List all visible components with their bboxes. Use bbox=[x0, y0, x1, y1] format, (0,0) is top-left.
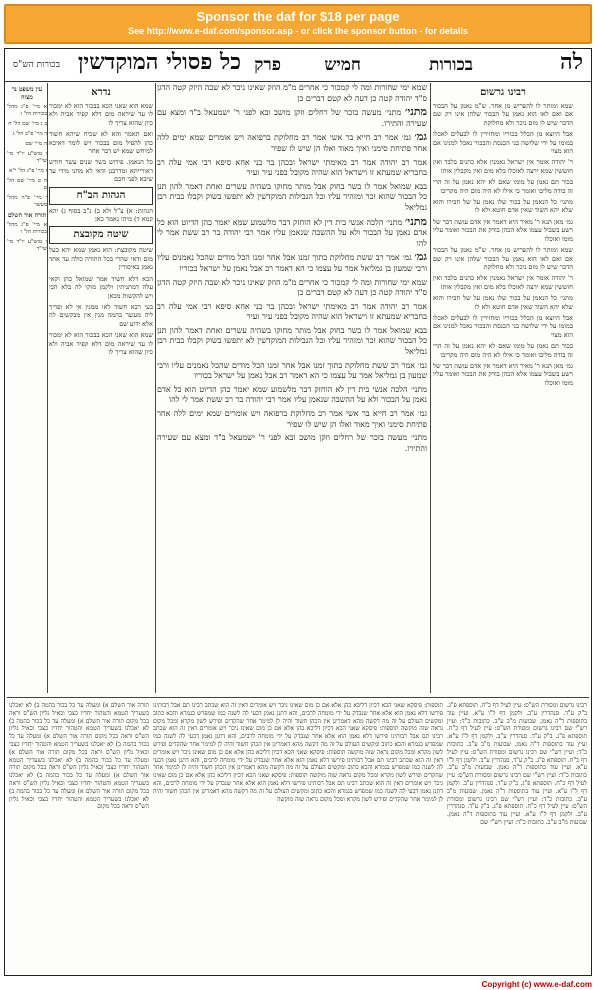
tosafot-paragraph: שמא הוא שאני הכא בבכור הוא לא ימכור לו עד שיראה מום דלא קפיד אביה ולא כיון שהוא צריך לו bbox=[49, 331, 153, 356]
rashi-paragraph: בכור תם נאמן על מומו שאם לא יהא נאמן על זה הרי זה בודה מליבו ואומר כי אילו לא היה מום היה מקריבו bbox=[433, 178, 573, 195]
gemara-paragraph: אמר רב יהודה אמר רב מאימתי ישראל ובכהן בר בני אחא סיפא רבי אמי עלה רב בחבריא שמעתא זו וישראל הוא שהיה מקובל בפני עיר ועיר bbox=[157, 301, 427, 322]
gemara-paragraph: גמ׳ אמר רב חייא בר אשי אמר רב מחלוקת ברפואה ויש אומרים שמא ימים ללה אחר פתיחת סימני ואיך מאוד ואלו הן שיש לו שפיר bbox=[157, 409, 427, 429]
gemara-paragraph: מתני׳ מתני׳ הלכה אנשי בית דין לא הוחזק דבר מלשמוע שמא יאמר כהן הדיוט הוא כל אדם נאמן על הבכור ולא על ההשבה שנאמן עליו אמר רבי יהודה בר רב ששת אמר לי להו bbox=[157, 214, 427, 248]
page-header bbox=[5, 49, 591, 82]
mishna-marker: מתני׳ bbox=[404, 105, 427, 119]
tosafot-paragraph: בעי רבא חשוד לאו ממנין אי לא ופריך ליה מעשר בהמה מנין אין מבקשים לה אלא ידוע שם bbox=[49, 302, 153, 328]
gemara-column bbox=[157, 83, 427, 693]
tractate-name: בכורות bbox=[429, 55, 473, 75]
gemara-paragraph: מתני׳ מעשה בזכר של רחלים וזקן מושב ובא לפני ר' ישמעאל ב"ד ומצא עם שעירה והתירו. bbox=[157, 433, 427, 453]
gemara-paragraph: מתני׳ מתני׳ מעשה בזכר של רחלים וזקן מושב ובא לפני ר' ישמעאל ב"ד ומצא עם שעירה והתירו. bbox=[157, 105, 427, 128]
gemara-paragraph: בבא שמואל אמר לו בשר בחוק אבל מותר מחוקו בשהיה עשרים ואחת דאמר להון תנן כל הבכור שהוא זכר ומזהיר עליו וכל הנבילות המוקדשין לא יתפשו בשוק וקבלו בבית רבן גמליאל bbox=[157, 181, 427, 212]
column-divider bbox=[155, 83, 156, 693]
gemara-paragraph: גמ׳ אמר רב ששת מחלוקת בתוך זמנו אבל אחר זמנו הכל מודים שהכל נאמנים עליו ורבי שמעון בן גמליאל אמר על עצמו כי הא דאמר רב אבל נאמן על ישראל בכוריו bbox=[157, 360, 427, 381]
gemara-paragraph: גמ׳ גמ׳ אמר רב ששת מחלוקת בתוך זמנו אבל אחר זמנו הכל מודים שהכל נאמנים עליו ורבי שמעון בן גמליאל אמר על עצמו כי הא דאמר רב אבל נאמן על ישראל בכוריו bbox=[157, 250, 427, 273]
tosafot-paragraph: הכא דלא חשיד אמר שמואל כהן וקאי עלה דמתניתין ולקמן מוקי לה בלא הכי ויש להקשות מכאן bbox=[49, 274, 153, 300]
margin-note: ד מיי' פ"ב הל' ג bbox=[12, 131, 47, 137]
sponsor-banner[interactable] bbox=[4, 4, 592, 44]
gemara-paragraph: אמר רב יהודה אמר רב מאימתי ישראל ובכהן בר בני אחא סיפא רבי אמי עלה רב בחבריא שמעתא זו וישראל הוא שהיה מקובל בפני עיר ועיר bbox=[157, 157, 427, 178]
rashi-paragraph: ר' יהודה אומר אין ישראל נאמנין אלא כהנים בלבד ואין חוששין שמא ירצה לאוכלו בלא מום ואין מקבלין אותו bbox=[433, 274, 573, 291]
header-note: בכורות הש"ס bbox=[13, 60, 60, 70]
ein-mishpat-label: עין משפט נר מצוה bbox=[11, 86, 43, 101]
rashi-paragraph: מתני׳ כל הנאמן על בכור שלו נאמן על של חבירו והוא שלא יהא חשוד שאין אדם חוטא ולא לו bbox=[433, 294, 573, 311]
bottom-commentary-left: תורה אור השלם א) ומעלה עד כל בכור בהמה ב) לא יאכלנו בשעריך הטמא והטהור יחדיו כצבי וכאיל גליון הש"ס וראה בכל מקום תורה אור השלם א) ומעלה עד כל בכור בהמה ב) לא יאכלנו בשעריך הטמא והטהור יחדיו כצבי וכאיל גליון הש"ס וראה בכל מקום תורה אור השלם א) ומעלה עד כל בכור בהמה ב) לא יאכלנו בשעריך הטמא והטהור יחדיו כצבי וכאיל גליון הש"ס וראה בכל מקום תורה אור השלם א) ומעלה עד כל בכור בהמה ב) לא יאכלנו בשעריך הטמא והטהור יחדיו כצבי וכאיל גליון הש"ס וראה בכל מקום תורה אור השלם א) ומעלה עד כל בכור בהמה ב) לא יאכלנו בשעריך הטמא והטהור יחדיו כצבי וכאיל גליון הש"ס וראה בכל מקום תורה אור השלם א) ומעלה עד כל בכור בהמה ב) לא יאכלנו בשעריך הטמא והטהור יחדיו כצבי וכאיל גליון הש"ס וראה בכל מקום bbox=[9, 702, 149, 811]
tosafot-paragraph: כל הנאמן. פירוש בשר שנים עשר חודש דאורייתא ומדרבנן ודאי לא מהני מידי עד שיבא לפני חכם bbox=[49, 158, 153, 184]
rashi-paragraph: אבל היוצא מן הכלל בכוריו ומחזירין לו לבעלים לאכלו במומו על ידי שלושה בני הכנסת והבכור נאכל למנינו אם הוא מצוי bbox=[433, 313, 573, 339]
margin-note: א מיי' פ"ג מהל' בכורות הל' ו bbox=[7, 104, 47, 117]
rashi-paragraph: ר' יהודה אומר אין ישראל נאמנין אלא כהנים בלבד ואין חוששין שמא ירצה לאוכלו בלא מום ואין מקבלין אותו bbox=[433, 158, 573, 175]
gemara-marker: גמ׳ bbox=[414, 130, 427, 144]
margin-note: י מיי' פ"ה מהל' מעשר bbox=[7, 195, 47, 208]
rashi-column bbox=[433, 83, 573, 693]
tosafot-paragraph: ואם תאמר והא לא שכיח שיהא חשוד כהן להפיל מום בבכור ויש לומר דאיכא למיחש שמא יש דבר אחר bbox=[49, 130, 153, 156]
margin-note: ב ג מיי' שם הל' ח bbox=[8, 121, 47, 127]
margin-note: א מיי' פ"ג מהל' בכורות הל' ו bbox=[7, 222, 47, 235]
gemara-paragraph: מתני׳ הלכה אנשי בית דין לא הוחזק דבר מלשמוע שמא יאמר כהן הדיוט הוא כל אדם נאמן על הבכור ולא על ההשבה שנאמן עליו אמר רבי יהודה בר רב ששת אמר לי להו bbox=[157, 384, 427, 405]
column-divider bbox=[430, 83, 431, 693]
margin-note: ו טוש"ע יו"ד סי' שי"ד bbox=[7, 239, 47, 252]
column-divider bbox=[47, 83, 48, 693]
tosafot-paragraph: שמא הוא שאני הכא בבכור הוא לא ימכור לו עד שיראה מום דלא קפיד אביה ולא כיון שהוא צריך לו bbox=[49, 102, 153, 127]
margin-note: ו טוש"ע יו"ד סי' שי"ד bbox=[7, 151, 47, 164]
rashi-paragraph: שמא ומותר לו להפריש מן אחר. ש"מ נאמן על הבכור אם ואם לאו הוא נאמן על הבכור שלהן אינו רק שם הדבר שיש לו מום ניכר ולא מחלוקת bbox=[433, 102, 573, 127]
margin-note: ז מיי' פ"ג הל' י"א bbox=[9, 168, 47, 174]
bottom-commentary-right: רבינו גרשום ומסורת הש"ס: עיין לעיל דף כ"ח. תוספתא פ"ג. ב"ק ע"ד. סנהדרין ע"ב. ולקמן דף ל"ו ע"א. ועיין עוד בתוספות ד"ה נאמן. שבועות מ"ב ע"ב. כתובות כ"ד: ועיין רש"י שם רבינו גרשום ומסורת הש"ס: עיין לעיל דף כ"ח. תוספתא פ"ג. ב"ק ע"ד. סנהדרין ע"ב. ולקמן דף ל"ו ע"א. ועיין עוד בתוספות ד"ה נאמן. שבועות מ"ב ע"ב. כתובות כ"ד: ועיין רש"י שם רבינו גרשום ומסורת הש"ס: עיין לעיל דף כ"ח. תוספתא פ"ג. ב"ק ע"ד. סנהדרין ע"ב. ולקמן דף ל"ו ע"א. ועיין עוד בתוספות ד"ה נאמן. שבועות מ"ב ע"ב. כתובות כ"ד: ועיין רש"י שם רבינו גרשום ומסורת הש"ס: עיין לעיל דף כ"ח. תוספתא פ"ג. ב"ק ע"ד. סנהדרין ע"ב. ולקמן דף ל"ו ע"א. ועיין עוד בתוספות ד"ה נאמן. שבועות מ"ב ע"ב. כתובות כ"ד: ועיין רש"י שם רבינו גרשום ומסורת הש"ס: עיין לעיל דף כ"ח. תוספתא פ"ג. ב"ק ע"ד. סנהדרין ע"ב. ולקמן דף ל"ו ע"א. ועיין עוד בתוספות ד"ה נאמן. שבועות מ"ב ע"ב. כתובות כ"ד: ועיין רש"י שם bbox=[447, 702, 587, 826]
copyright-link[interactable]: Copyright (c) www.e-daf.com bbox=[481, 980, 592, 989]
talmud-page bbox=[4, 48, 592, 976]
hagahot-label: הגהות הב"ח bbox=[49, 187, 153, 205]
rashi-paragraph: גמ׳ מאן תנא ר' מאיר היא דאמר אין אדם עושה דבר של רשע בשביל עצמו אלא הכהן בודק את הבכור ואומר עליו מומו ואוכלו bbox=[433, 217, 573, 243]
margin-note: ה מיי' שם bbox=[25, 141, 47, 147]
gemara-paragraph: גמ׳ גמ׳ אמר רב חייא בר אשי אמר רב מחלוקת ברפואה ויש אומרים שמא ימים ללה אחר פתיחת סימני ואיך מאוד ואלו הן שיש לו שפיר bbox=[157, 130, 427, 153]
perek-number: חמיש bbox=[324, 55, 361, 75]
rashi-paragraph: מתני׳ כל הנאמן על בכור שלו נאמן על של חבירו והוא שלא יהא חשוד שאין אדם חוטא ולא לו bbox=[433, 198, 573, 215]
mishna-marker: מתני׳ bbox=[404, 214, 427, 228]
sponsor-banner-title[interactable]: Sponsor the daf for $18 per page bbox=[196, 9, 400, 24]
ein-mishpat-column bbox=[7, 83, 47, 693]
rashi-paragraph: שמא ומותר לו להפריש מן אחר. ש"מ נאמן על הבכור אם ואם לאו הוא נאמן על הבכור שלהן אינו רק שם הדבר שיש לו מום ניכר ולא מחלוקת bbox=[433, 246, 573, 271]
rashi-paragraph: בכור תם נאמן על מומו שאם לא יהא נאמן על זה הרי זה בודה מליבו ואומר כי אילו לא היה מום היה מקריבו bbox=[433, 342, 573, 359]
margin-note: ח ט מיי' שם הל' ט bbox=[7, 178, 47, 191]
bottom-commentary bbox=[7, 697, 589, 971]
tosafot-column bbox=[49, 83, 153, 693]
rashi-paragraph: גמ׳ מאן תנא ר' מאיר היא דאמר אין אדם עושה דבר של רשע בשביל עצמו אלא הכהן בודק את הבכור ואומר עליו מומו ואוכלו bbox=[433, 361, 573, 387]
torah-or-label: תורה אור השלם bbox=[7, 212, 47, 219]
chapter-title: כל פסולי המוקדשין bbox=[77, 49, 241, 75]
tosafot-paragraph: הגהות: א) צ"ל ולא ב) נ"ב בסוף ג) יהא קמא ד) מיהו נאמר כאן bbox=[49, 206, 153, 224]
perek-label: פרק bbox=[254, 55, 281, 75]
sponsor-banner-subtitle[interactable]: See http://www.e-daf.com/sponsor.asp - or click the sponsor button - for details bbox=[128, 26, 468, 36]
gemara-paragraph: שמא ימי שחורות ומה לי קמכור כי אחרים מ"מ הוזק שאינו ניכר לא שבה היזק קטה הדגן ס"ד יהודה קטה כן דעה לא קטם דברים כן bbox=[157, 277, 427, 298]
gemara-paragraph: בבא שמואל אמר לו בשר בחוק אבל מותר מחוקו בשהיה עשרים ואחת דאמר להון תנן כל הבכור שהוא זכר ומזהיר עליו וכל הנבילות המוקדשין לא יתפשו בשוק וקבלו בבית רבן גמליאל bbox=[157, 325, 427, 357]
daf-number: לה bbox=[560, 49, 583, 75]
tosafot-paragraph: שיטה מקובצת: הוא נאמן שמא יהא בעל מום ודאי שהרי בכל התורה כולה עד אחד נאמן באיסורין bbox=[49, 246, 153, 272]
shita-label: שיטה מקובצת bbox=[49, 226, 153, 244]
nida-label: נדרא bbox=[91, 87, 111, 98]
bottom-commentary-center: תוספות: פיסקא שאני הכא דכיון דליכא כהן אלא אם כן מום שאינו ניכר ויש אומרים דאין זה הוא שכתב רבינו תם אבל רבותינו פירשו דלא נאמן הוא אלא אחר שנבדק על ידי מומחה לרבים, והא דתנן נאמן דבעי לה לשנה כמו שמפרש בגמרא והכא כתוב ומקשים העולם על זה מה דקשה מהא דאמרינן אין הכהן חשוד והיה לן למימר אחר שהקדים ופירש לשון מקרא ומכל מקום נראה שזה מוקשה תוספות: פיסקא שאני הכא דכיון דליכא כהן אלא אם כן מום שאינו ניכר ויש אומרים דאין זה הוא שכתב רבינו תם אבל רבותינו פירשו דלא נאמן הוא אלא אחר שנבדק על ידי מומחה לרבים, והא דתנן נאמן דבעי לה לשנה כמו שמפרש בגמרא והכא כתוב ומקשים העולם על זה מה דקשה מהא דאמרינן אין הכהן חשוד והיה לן למימר אחר שהקדים ופירש לשון מקרא ומכל מקום נראה שזה מוקשה תוספות: פיסקא שאני הכא דכיון דליכא כהן אלא אם כן מום שאינו ניכר ויש אומרים דאין זה הוא שכתב רבינו תם אבל רבותינו פירשו דלא נאמן הוא אלא אחר שנבדק על ידי מומחה לרבים, והא דתנן נאמן דבעי לה לשנה כמו שמפרש בגמרא והכא כתוב ומקשים העולם על זה מה דקשה מהא דאמרינן אין הכהן חשוד והיה לן למימר אחר שהקדים ופירש לשון מקרא ומכל מקום נראה שזה מוקשה תוספות: פיסקא שאני הכא דכיון דליכא כהן אלא אם כן מום שאינו ניכר ויש אומרים דאין זה הוא שכתב רבינו תם אבל רבותינו פירשו דלא נאמן הוא אלא אחר שנבדק על ידי מומחה לרבים, והא דתנן נאמן דבעי לה לשנה כמו שמפרש בגמרא והכא כתוב ומקשים העולם על זה מה דקשה מהא דאמרינן אין הכהן חשוד והיה לן למימר אחר שהקדים ופירש לשון מקרא ומכל מקום נראה שזה מוקשה bbox=[153, 702, 443, 803]
rashi-paragraph: אבל היוצא מן הכלל בכוריו ומחזירין לו לבעלים לאכלו במומו על ידי שלושה בני הכנסת והבכור נאכל למנינו אם הוא מצוי bbox=[433, 130, 573, 156]
rabbeinu-gershom-label: רבינו גרשום bbox=[480, 87, 526, 98]
gemara-marker: גמ׳ bbox=[414, 250, 427, 264]
gemara-paragraph: שמא ימי שחורות ומה לי קמכור כי אחרים מ"מ הוזק שאינו ניכר לא שבה היזק קטה הדגן ס"ד יהודה קטה כן דעה לא קטם דברים כן bbox=[157, 83, 427, 103]
